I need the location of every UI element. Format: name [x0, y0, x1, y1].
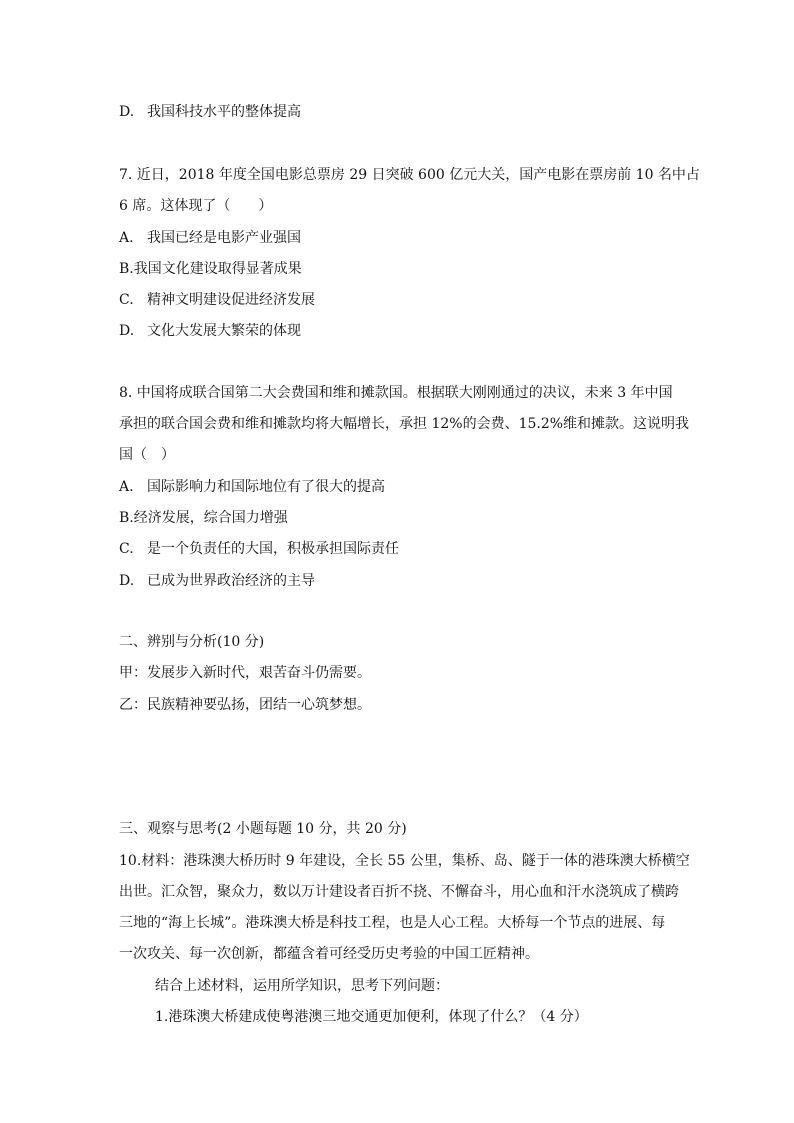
- q7-option-b: B.我国文化建设取得显著成果: [119, 261, 302, 277]
- option-letter: D.: [119, 573, 135, 589]
- q10-subquestion-1: 1.港珠澳大桥建成使粤港澳三地交通更加便利，体现了什么？（4 分）: [155, 1009, 588, 1025]
- option-letter: C.: [119, 541, 134, 557]
- q8-stem-line-2: 承担的联合国会费和维和摊款均将大幅增长，承担 12%的会费、15.2%维和摊款。这说明我: [119, 416, 690, 432]
- option-letter: A.: [119, 479, 134, 495]
- section-2-heading: 二、辨别与分析(10 分): [119, 634, 265, 650]
- q6-option-d: [119, 102, 301, 122]
- option-text: 是一个负责任的大国，积极承担国际责任: [147, 541, 399, 557]
- q10-prompt: 结合上述材料，运用所学知识，思考下列问题：: [155, 978, 449, 994]
- option-letter: D.: [119, 104, 135, 120]
- option-letter: D.: [119, 323, 135, 339]
- option-letter: C.: [119, 292, 134, 308]
- q8-stem-line-1: 8. 中国将成联合国第二大会费国和维和摊款国。根据联大刚刚通过的决议，未来 3 年中国: [119, 385, 673, 401]
- q8-option-c: [119, 539, 399, 559]
- q7-stem-line-2: 6 席。这体现了（ ）: [119, 198, 273, 214]
- q10-material-line-3: 三地的“海上长城”。港珠澳大桥是科技工程，也是人心工程。大桥每一个节点的进展、每: [119, 915, 666, 931]
- option-text: 我国已经是电影产业强国: [147, 230, 301, 246]
- section-3-heading: 三、观察与思考(2 小题每题 10 分，共 20 分): [119, 821, 407, 837]
- q8-option-b: B.经济发展，综合国力增强: [119, 510, 288, 526]
- q10-material-line-4: 一次攻关、每一次创新，都蕴含着可经受历史考验的中国工匠精神。: [119, 946, 539, 962]
- q10-material-line-1: 10.材料：港珠澳大桥历时 9 年建设，全长 55 公里，集桥、岛、隧于一体的港珠澳大桥横空: [119, 853, 690, 869]
- option-text: 国际影响力和国际地位有了很大的提高: [147, 479, 385, 495]
- q7-option-d: [119, 321, 301, 341]
- statement-yi: 乙：民族精神要弘扬，团结一心筑梦想。: [119, 697, 371, 713]
- option-text: 已成为世界政治经济的主导: [147, 573, 315, 589]
- option-text: 精神文明建设促进经济发展: [147, 292, 315, 308]
- q7-stem-line-1: 7. 近日，2018 年度全国电影总票房 29 日突破 600 亿元大关，国产电影在票房前 10 名中占: [119, 167, 700, 183]
- q8-option-a: [119, 477, 385, 497]
- option-letter: A.: [119, 230, 134, 246]
- q7-option-c: [119, 290, 315, 310]
- q7-option-a: [119, 228, 301, 248]
- option-text: 我国科技水平的整体提高: [147, 104, 301, 120]
- option-text: 文化大发展大繁荣的体现: [147, 323, 301, 339]
- statement-jia: 甲：发展步入新时代，艰苦奋斗仍需要。: [119, 665, 371, 681]
- q8-stem-line-3: 国（ ）: [119, 447, 175, 463]
- q10-material-line-2: 出世。汇众智，聚众力，数以万计建设者百折不挠、不懈奋斗，用心血和汗水浇筑成了横跨: [119, 884, 679, 900]
- q8-option-d: [119, 571, 315, 591]
